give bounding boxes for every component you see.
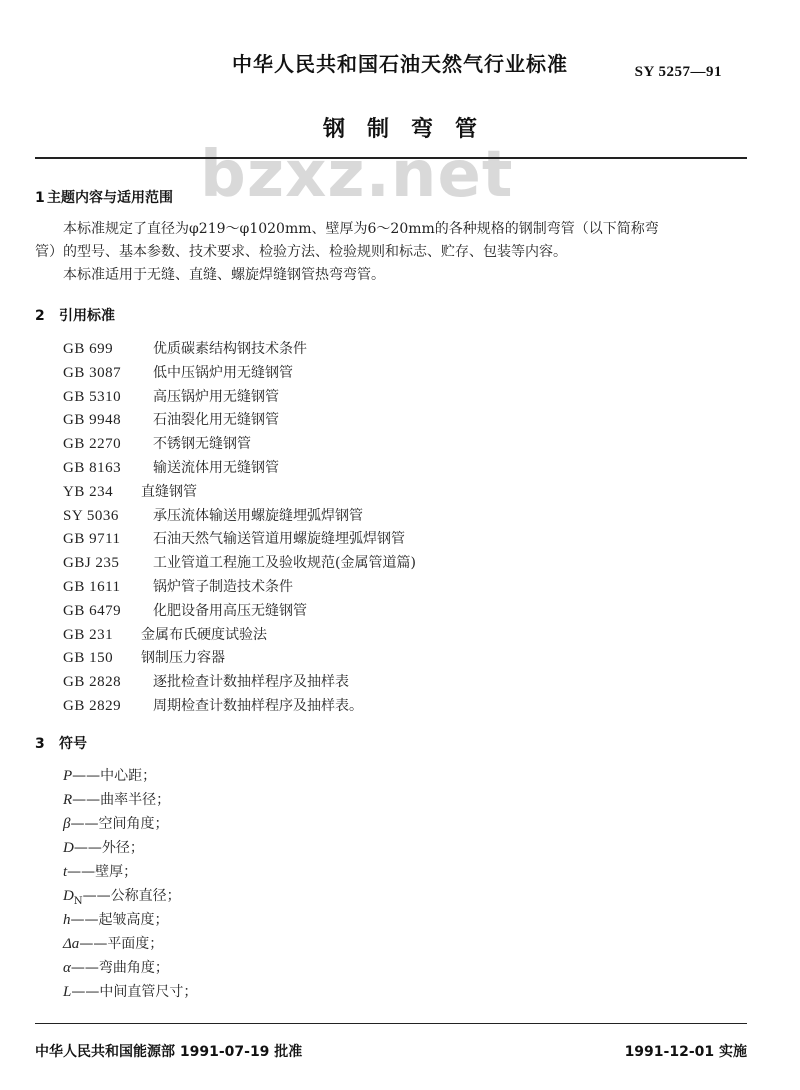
reference-code: GB 2829	[63, 697, 122, 714]
symbol-dash: ——	[70, 816, 99, 832]
document-title: 钢制弯管	[322, 117, 499, 142]
reference-title: 周期检查计数抽样程序及抽样表。	[153, 697, 363, 714]
reference-title: 低中压锅炉用无缝钢管	[153, 364, 293, 381]
footer-divider	[35, 1023, 747, 1024]
section-2-heading	[35, 305, 115, 325]
reference-code: GB 1611	[63, 578, 121, 595]
symbol-letter: t	[63, 864, 68, 880]
symbol-item	[63, 956, 197, 980]
symbol-letter: β	[63, 816, 71, 832]
symbol-description: 壁厚；	[95, 864, 138, 880]
symbol-letter: R	[63, 792, 73, 808]
effective-date: 1991-12-01 实施	[624, 1044, 747, 1060]
reference-title: 直缝钢管	[141, 483, 197, 500]
section-1-para1-line2: 管）的型号、基本参数、技术要求、检验方法、检验规则和标志、贮存、包装等内容。	[35, 244, 567, 260]
section-2-number: 2	[35, 308, 45, 324]
symbol-description: 起皱高度；	[98, 912, 169, 928]
section-1-title: 主题内容与适用范围	[47, 190, 173, 206]
reference-title: 钢制压力容器	[141, 650, 225, 667]
reference-item	[63, 552, 416, 576]
symbol-letter: h	[63, 912, 71, 928]
symbol-item	[63, 884, 197, 908]
reference-code: GB 2828	[63, 674, 122, 691]
reference-code: GB 150	[63, 650, 114, 667]
reference-title: 逐批检查计数抽样程序及抽样表	[153, 674, 349, 691]
reference-title: 化肥设备用高压无缝钢管	[153, 602, 307, 619]
symbol-item	[63, 812, 197, 836]
reference-code: SY 5036	[63, 507, 119, 524]
section-3-number: 3	[35, 736, 45, 752]
section-3-heading	[35, 733, 87, 753]
symbol-dash: ——	[70, 960, 99, 976]
symbol-description: 公称直径；	[110, 888, 181, 904]
symbol-item	[63, 836, 197, 860]
reference-title: 不锈钢无缝钢管	[153, 436, 251, 453]
symbol-item	[63, 860, 197, 884]
reference-list	[63, 338, 416, 719]
reference-item	[63, 386, 416, 410]
symbol-letter: Δa	[63, 936, 80, 952]
symbol-dash: ——	[79, 936, 108, 952]
reference-code: GBJ 235	[63, 555, 120, 572]
reference-item	[63, 409, 416, 433]
reference-code: GB 699	[63, 341, 114, 357]
reference-code: GB 3087	[63, 364, 122, 381]
reference-title: 输送流体用无缝钢管	[153, 459, 279, 476]
reference-title: 优质碳素结构钢技术条件	[153, 341, 307, 357]
reference-item	[63, 576, 416, 600]
reference-code: GB 5310	[63, 388, 122, 405]
symbol-letter: L	[63, 984, 72, 1000]
reference-code: GB 8163	[63, 459, 122, 476]
reference-title: 金属布氏硬度试验法	[141, 626, 267, 643]
symbol-item	[63, 764, 197, 788]
reference-item	[63, 624, 416, 648]
reference-item	[63, 362, 416, 386]
section-1-para1-line1: 本标准规定了直径为φ219～φ1020mm、壁厚为6～20mm的各种规格的钢制弯管（以下简称弯	[63, 221, 659, 237]
symbol-dash: ——	[72, 792, 101, 808]
header-divider	[35, 157, 747, 159]
symbol-description: 平面度；	[107, 936, 164, 952]
reference-title: 高压锅炉用无缝钢管	[153, 388, 279, 405]
reference-item	[63, 695, 416, 719]
symbol-description: 中间直管尺寸；	[99, 984, 198, 1000]
watermark: bzxz.net	[200, 138, 514, 212]
reference-title: 工业管道工程施工及验收规范(金属管道篇)	[153, 555, 416, 572]
reference-code: GB 2270	[63, 436, 122, 453]
symbol-item	[63, 932, 197, 956]
symbol-dash: ——	[73, 840, 102, 856]
section-1-para2: 本标准适用于无缝、直缝、螺旋焊缝钢管热弯弯管。	[63, 267, 385, 283]
symbol-description: 外径；	[101, 840, 144, 856]
reference-item	[63, 647, 416, 671]
symbol-item	[63, 908, 197, 932]
symbol-dash: ——	[67, 864, 96, 880]
symbol-letter: P	[63, 768, 73, 784]
reference-code: YB 234	[63, 483, 114, 500]
section-3-title: 符号	[59, 736, 87, 752]
approval-line: 中华人民共和国能源部 1991-07-19 批准	[35, 1044, 303, 1060]
symbol-description: 弯曲角度；	[98, 960, 169, 976]
symbol-description: 曲率半径；	[100, 792, 171, 808]
reference-item	[63, 600, 416, 624]
issuing-authority-heading: 中华人民共和国石油天然气行业标准	[232, 52, 568, 76]
reference-item	[63, 528, 416, 552]
symbol-subscript: N	[73, 895, 83, 907]
section-1-heading	[35, 187, 173, 207]
section-1-number: 1	[35, 190, 45, 206]
symbol-description: 中心距；	[100, 768, 157, 784]
symbol-letter: D	[63, 840, 74, 856]
symbol-dash: ——	[72, 768, 101, 784]
reference-item	[63, 457, 416, 481]
reference-code: GB 231	[63, 626, 114, 643]
reference-item	[63, 505, 416, 529]
section-2-title: 引用标准	[59, 308, 115, 324]
reference-item	[63, 481, 416, 505]
reference-title: 承压流体输送用螺旋缝埋弧焊钢管	[153, 507, 363, 524]
standard-code: SY 5257—91	[634, 64, 722, 80]
symbol-item	[63, 788, 197, 812]
reference-code: GB 6479	[63, 602, 122, 619]
symbol-letter: D	[63, 888, 74, 904]
symbol-letter: α	[63, 960, 71, 976]
symbol-list	[63, 764, 197, 1004]
symbol-dash: ——	[70, 912, 99, 928]
reference-item	[63, 671, 416, 695]
symbol-dash: ——	[71, 984, 100, 1000]
reference-item	[63, 433, 416, 457]
reference-title: 石油天然气输送管道用螺旋缝埋弧焊钢管	[153, 531, 405, 548]
reference-title: 锅炉管子制造技术条件	[153, 578, 293, 595]
reference-title: 石油裂化用无缝钢管	[153, 412, 279, 429]
reference-code: GB 9948	[63, 412, 122, 429]
reference-code: GB 9711	[63, 531, 121, 548]
symbol-item	[63, 980, 197, 1004]
reference-item	[63, 338, 416, 362]
symbol-dash: ——	[82, 888, 111, 904]
symbol-description: 空间角度；	[98, 816, 169, 832]
